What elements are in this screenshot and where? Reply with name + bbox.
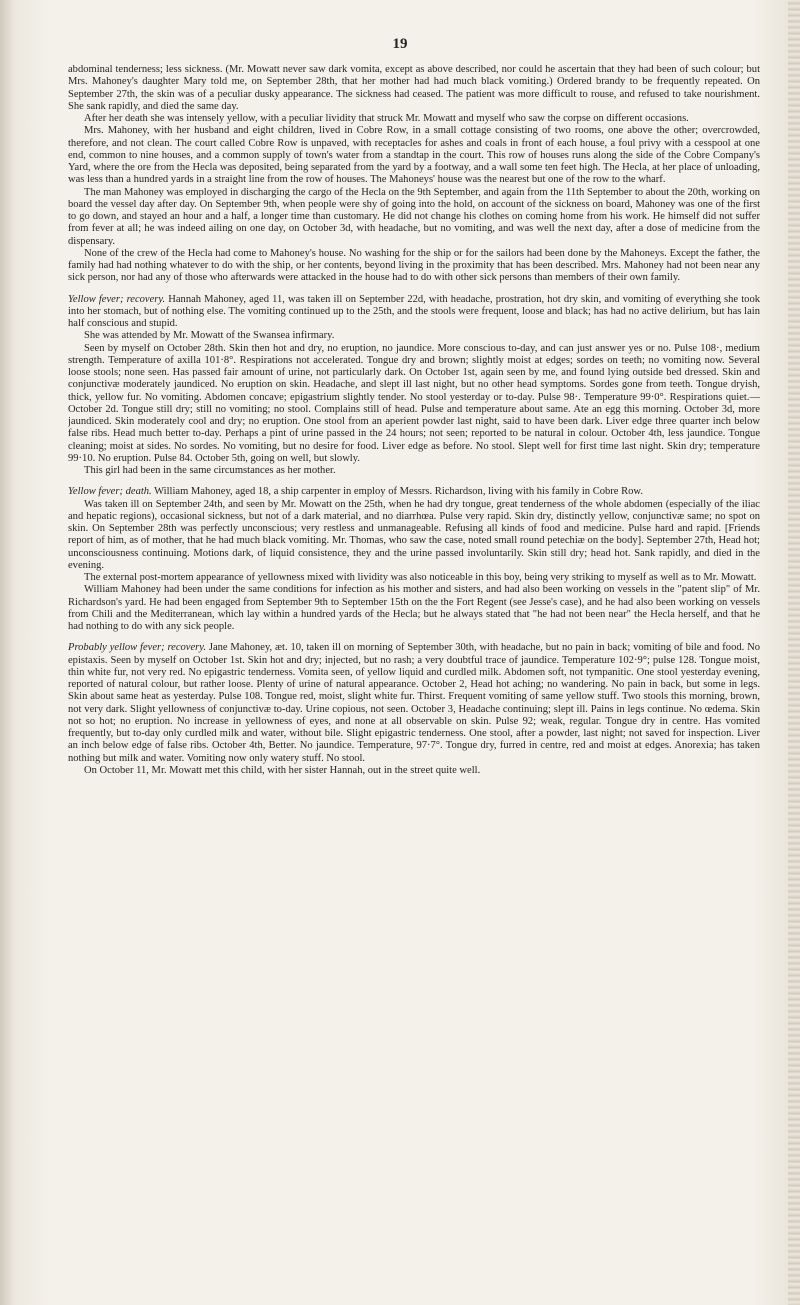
- case-jane: [68, 642, 760, 765]
- paragraph-15: [68, 765, 760, 777]
- paragraph-3: [68, 125, 760, 186]
- binding-shadow: [0, 0, 14, 1305]
- paragraph-text: Seen by myself on October 28th. Skin then hot and dry, no eruption, no jaundice. More conscious to-day, and can just answer yes or no. Pulse 108·, medium strength. Temperature of axilla 101·8°. Respirations not accelerated. Tongue dry and brown; slightly moist at edges; sordes on teeth; no vomiting now. Several loose stools; none seen. Has passed fair amount of urine, not particularly dark. On October 1st, again seen by me, and found lying outside bed dressed. Skin and conjunctivæ moderately jaundiced. No eruption on skin. Headache, and slept ill last night, but no other head symptoms. Sordes gone from teeth. Tongue dryish, thick, yellow fur. No vomiting. Abdomen concave; epigastrium slightly tender. No stool yesterday or to-day. Pulse 98·. Temperature 99·0°. Respirations quiet.—October 2d. Tongue still dry; still no vomiting; no stool. Complains still of head. Pulse and temperature about same. Ate an egg this morning. October 3d, more jaundiced. Skin moderately cool and dry; no eruption. One stool from an aperient powder last night, said to have been dark. Liver edge three quarter inch below false ribs. Head much better to-day. Perhaps a pint of urine passed in the 24 hours; not seen; reported to be natural in colour. October 4th, less jaundice. Tongue cleaning; moist at sides. No sordes. No vomiting, but no desire for food. Liver edge as before. No stool. Slept well for first time last night. Skin dry; temperature 99·10. No eruption. Pulse 84. October 5th, going on well, but slowly.: [68, 342, 760, 464]
- paragraph-text: Jane Mahoney, æt. 10, taken ill on morning of September 30th, with headache, but no pain in back; vomiting of bile and food. No epistaxis. Seen by myself on October 1st. Skin hot and dry; injected, but no rash; a very doubtful trace of jaundice. Temperature 102·9°; pulse 128. Tongue moist, thin white fur, not very red. No epigastric tenderness. Vomita seen, of yellow liquid and curdled milk. Abdomen soft, not tympanitic. One stool yesterday evening, reported of natural colour, but rather loose. Plenty of urine of natural appearance. October 2, Head hot aching; no wandering. No pain in back, but some in legs. Skin about same heat as yesterday. Pulse 108. Tongue red, moist, slight white fur. Thirst. Frequent vomiting of same yellow stuff. Two stools this morning, brown, not very dark. Slight yellowness of conjunctivæ to-day. Urine copious, not seen. October 3, Headache continuing; slept ill. Pains in legs continue. No œdema. Skin not so hot; no eruption. No increase in yellowness of eyes, and none at all observable on skin. Pulse 92; weak, regular. Tongue dry in centre. Has vomited frequently, but to-day only curdled milk and water, without bile. Slight epigastric tenderness. One stool, after a powder, last night; not saved for inspection. Liver an inch below edge of false ribs. October 4th, Better. No jaundice. Temperature, 97·7°. Tongue dry, furred in centre, red and moist at edges. Anorexia; has taken nothing but milk and water. Vomiting now only watery stuff. No stool.: [68, 642, 760, 764]
- case-hannah: [68, 294, 760, 331]
- paragraph-text: William Mahoney had been under the same conditions for infection as his mother and sisters, and had also been working on vessels in the "patent slip" of Mr. Richardson's yard. He had been engaged from September 9th to September 15th on the the Fort Regent (see Jesse's case), and he had also been working on vessels from Chili and the Mediterranean, which lay within a hundred yards of the Hecla; but he always stated that "he had not been near" the Hecla herself, and that he had nothing to do with any sick people.: [68, 584, 760, 632]
- paragraph-text: Mrs. Mahoney, with her husband and eight children, lived in Cobre Row, in a small cottage consisting of two rooms, one above the other; overcrowded, therefore, and not clean. The court called Cobre Row is unpaved, with receptacles for ashes and coals in front of each house, a foul privy with a cesspool at one end, common to nine houses, and a common supply of town's water from a standtap in the court. This row of houses runs along the side of the Cobre Company's Yard, where the ore from the Hecla was deposited, being separated from the yard by a footway, and a wall some ten feet high. The Hecla, at her place of unloading, was less than a hundred yards in a straight line from the row of houses. The Mahoneys' house was the nearest but one of the row to the wharf.: [68, 125, 760, 186]
- case-william: [68, 486, 760, 498]
- paragraph-4: [68, 187, 760, 248]
- paragraph-8: [68, 343, 760, 466]
- paragraph-12: [68, 572, 760, 584]
- paragraph-9: [68, 465, 760, 477]
- paragraph-text: William Mahoney, aged 18, a ship carpenter in employ of Messrs. Richardson, living with his family in Cobre Row.: [151, 486, 643, 498]
- paragraph-text: Was taken ill on September 24th, and seen by Mr. Mowatt on the 25th, when he had dry tongue, great tenderness of the whole abdomen (especially of the iliac and hepatic regions), occasional sickness, but not of a dark material, and no diarrhœa. Pulse very rapid. Skin dry, distinctly yellow, conjunctivæ same; no spot on skin. On September 28th was perfectly unconscious; very restless and unmanageable. Refusing all kinds of food and medicine. Pulse hard and rapid. [Friends report of him, as of mother, that he had much black vomiting. Mr. Thomas, who saw the case, noted small round petechiæ on the body]. September 27th, Head hot; unconsciousness continuing. Motions dark, of liquid consistence, they and the urine passed involuntarily. Skin still dry; head hot. Sank rapidly, and died in the evening.: [68, 498, 760, 571]
- paragraph-7: [68, 330, 760, 342]
- paragraph-text: Hannah Mahoney, aged 11, was taken ill on September 22d, with headache, prostration, hot dry skin, and vomiting of everything she took into her stomach, but of nothing else. The vomiting continued up to the 25th, and the stools were frequent, loose and black; has had no active delirium, but has lain half conscious and stupid.: [68, 293, 760, 329]
- paragraph-13: [68, 584, 760, 633]
- paragraph-text: The external post-mortem appearance of yellowness mixed with lividity was also noticeable in this boy, being very striking to myself as well as to Mr. Mowatt.: [84, 572, 757, 583]
- page-number: 19: [392, 36, 408, 52]
- paragraph-1: [68, 64, 760, 113]
- paragraph-text: She was attended by Mr. Mowatt of the Swansea infirmary.: [84, 330, 335, 342]
- page-edge: [788, 0, 800, 1305]
- paragraph-text: On October 11, Mr. Mowatt met this child, with her sister Hannah, out in the street quite well.: [84, 764, 481, 776]
- paragraph-11: [68, 499, 760, 573]
- paragraph-text: None of the crew of the Hecla had come to Mahoney's house. No washing for the ship or for the sailors had been done by the Mahoneys. Except the father, the family had had nothing whatever to do with the ship, or her contents, beyond living in the proximity that has been described. Mrs. Mahoney had not been near any sick person, nor had any of those who afterwards were attacked in the house had to do with other sick persons than members of their own family.: [68, 247, 760, 284]
- paragraph-text: This girl had been in the same circumstances as her mother.: [84, 465, 336, 476]
- page-body: [68, 64, 760, 1284]
- paragraph-text: abdominal tenderness; less sickness. (Mr. Mowatt never saw dark vomita, except as above described, nor could he ascertain that they had been of such colour; but Mrs. Mahoney's daughter Mary told me, on September 28th, that her mother had had much black vomiting.) Ordered brandy to be frequently repeated. On September 27th, the skin was of a peculiar dusky appearance. The sickness had ceased. The patient was more difficult to rouse, and refused to take nourishment. She sank rapidly, and died the same day.: [68, 64, 760, 112]
- case-heading: Probably yellow fever; recovery.: [68, 642, 207, 654]
- paragraph-5: [68, 248, 760, 285]
- case-heading: Yellow fever; death.: [68, 486, 152, 498]
- paragraph-text: The man Mahoney was employed in discharging the cargo of the Hecla on the 9th September, and again from the 11th September to about the 20th, working on board the vessel day after day. On September 9th, when people were shy of going into the hold, on account of the sickness on board, Mahoney was one of the first to go down, and stayed an hour and a half, a longer time than customary. He did not change his clothes on coming home from his work. He himself did not suffer from fever at all; he was indeed ailing on one day, on October 3d, with headache, but no vomiting, and was well the next day, after a dose of medicine from the dispensary.: [68, 186, 760, 247]
- paragraph-2: [68, 113, 760, 125]
- paragraph-text: After her death she was intensely yellow, with a peculiar lividity that struck Mr. Mowatt and myself who saw the corpse on different occasions.: [84, 113, 689, 124]
- case-heading: Yellow fever; recovery.: [68, 293, 166, 305]
